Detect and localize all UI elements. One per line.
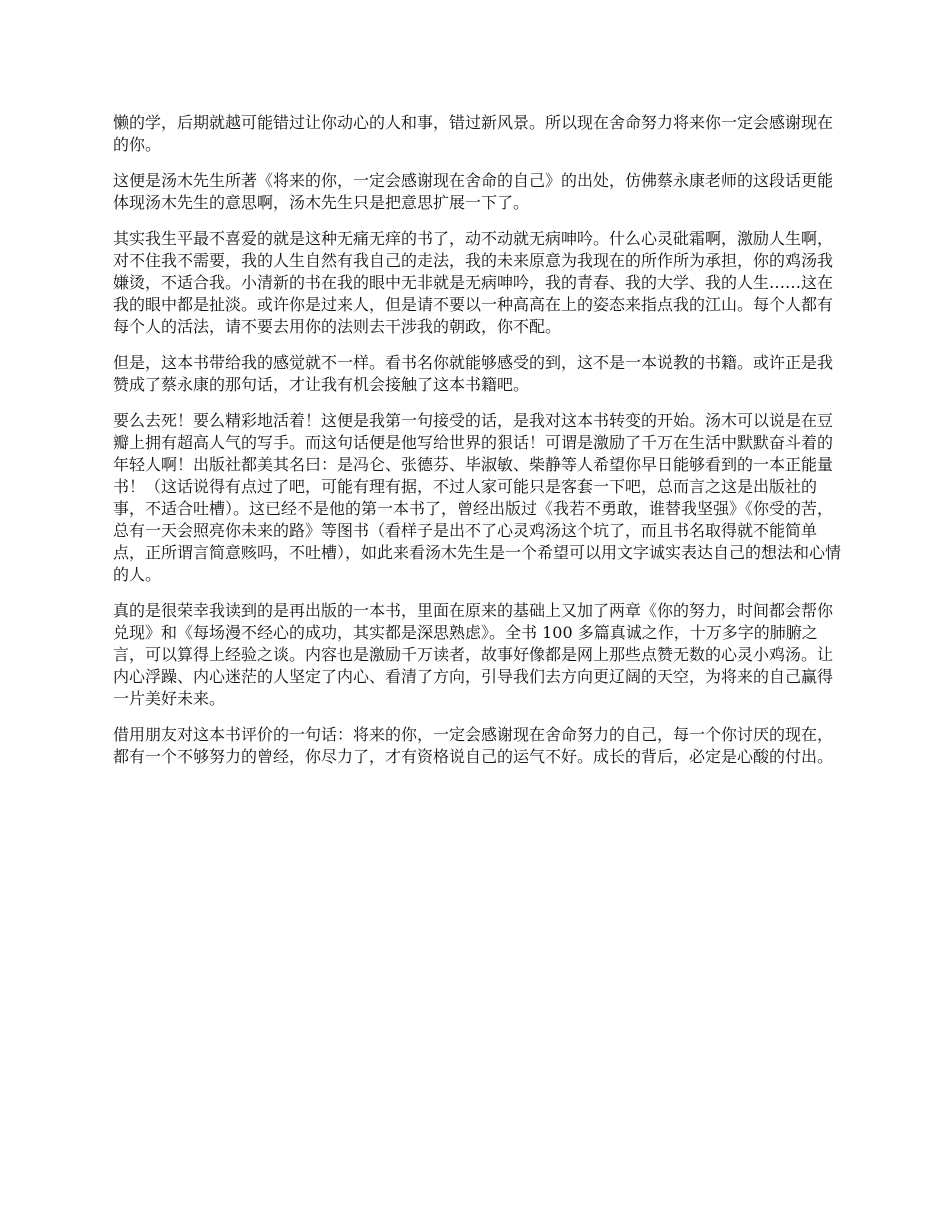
paragraph-7: 借用朋友对这本书评价的一句话：将来的你，一定会感谢现在舍命努力的自己，每一个你讨厌的现在，都有一个不够努力的曾经，你尽力了，才有资格说自己的运气不好。成长的背后，必定是心酸的付出。 [113,725,834,766]
paragraph-5: 要么去死！要么精彩地活着！这便是我第一句接受的话，是我对这本书转变的开始。汤木可以说是在豆瓣上拥有超高人气的写手。而这句话便是他写给世界的狠话！可谓是激励了千万在生活中默默奋斗着的年轻人啊！出版社都美其名曰：是冯仑、张德芬、毕淑敏、柴静等人希望你早日能够看到的一本正能量书！（这话说得有点过了吧，可能有理有据，不过人家可能只是客套一下吧，总而言之这是出版社的事，不适合吐槽）。这已经不是他的第一本书了，曾经出版过《我若不勇敢，谁替我坚强》《你受的苦，总有一天会照亮你未来的路》等图书（看样子是出不了心灵鸡汤这个坑了，而且书名取得就不能简单点，正所谓言简意赅吗，不吐槽），如此来看汤木先生是一个希望可以用文字诚实表达自己的想法和心情的人。 [113,411,842,584]
paragraph-1: 懒的学，后期就越可能错过让你动心的人和事，错过新风景。所以现在舍命努力将来你一定会感谢现在的你。 [113,113,834,154]
paragraph-6: 真的是很荣幸我读到的是再出版的一本书，里面在原来的基础上又加了两章《你的努力，时间都会帮你兑现》和《每场漫不经心的成功，其实都是深思熟虑》。全书 100 多篇真诚之作，十万多字的肺腑之言，可以算得上经验之谈。内容也是激励千万读者，故事好像都是网上那些点赞无数的心灵小鸡汤。让内心浮躁、内心迷茫的人坚定了内心、看清了方向，引导我们去方向更辽阔的天空，为将来的自己赢得一片美好未来。 [113,601,834,708]
paragraph-3: 其实我生平最不喜爱的就是这种无痛无痒的书了，动不动就无病呻吟。什么心灵砒霜啊，激励人生啊，对不住我不需要，我的人生自然有我自己的走法，我的未来原意为我现在的所作所为承担，你的鸡汤我嫌烫，不适合我。小清新的书在我的眼中无非就是无病呻吟，我的青春、我的大学、我的人生……这在我的眼中都是扯淡。或许你是过来人，但是请不要以一种高高在上的姿态来指点我的江山。每个人都有每个人的活法，请不要去用你的法则去干涉我的朝政，你不配。 [113,229,834,336]
paragraph-2: 这便是汤木先生所著《将来的你，一定会感谢现在舍命的自己》的出处，仿佛蔡永康老师的这段话更能体现汤木先生的意思啊，汤木先生只是把意思扩展一下了。 [113,171,834,212]
document-body [113,112,843,782]
paragraph-4: 但是，这本书带给我的感觉就不一样。看书名你就能够感受的到，这不是一本说教的书籍。或许正是我赞成了蔡永康的那句话，才让我有机会接触了这本书籍吧。 [113,353,834,394]
